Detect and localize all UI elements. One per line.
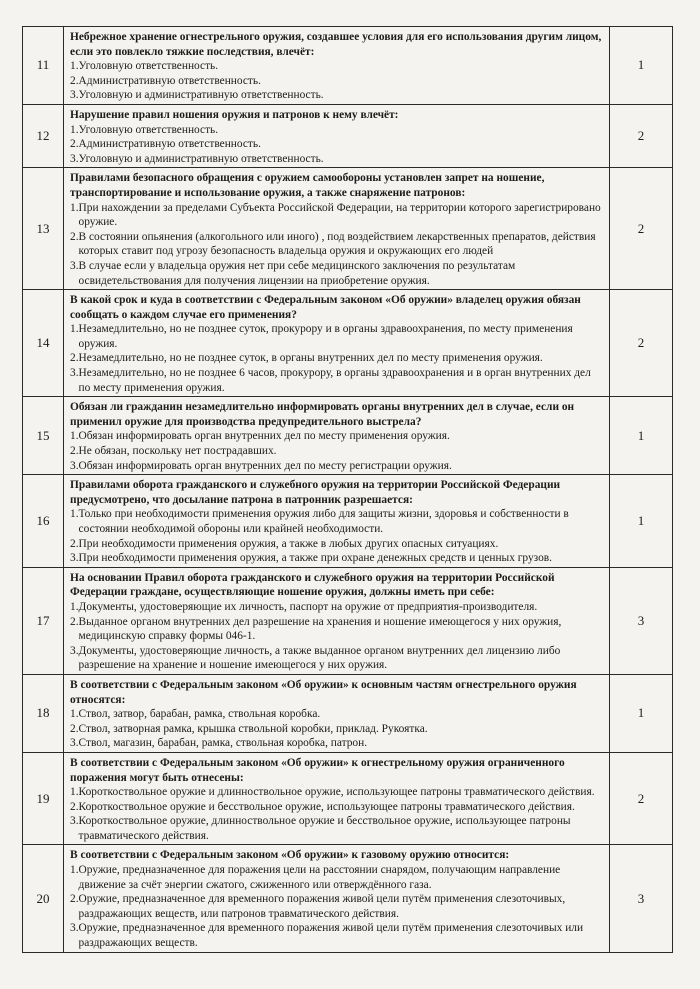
answer-option xyxy=(70,800,605,815)
option-number: 3. xyxy=(70,922,79,935)
option-text: Административную ответственность. xyxy=(78,74,261,87)
option-number: 1. xyxy=(70,430,79,443)
answer-option xyxy=(70,551,605,566)
option-number: 3. xyxy=(70,259,79,272)
answer-option xyxy=(70,722,605,737)
question-text: В соответствии с Федеральным законом «Об оружии» к основным частям огнестрельного оружия относятся: xyxy=(70,678,577,706)
option-text: Незамедлительно, но не позднее суток, в органы внутренних дел по месту применения оружия. xyxy=(78,352,543,365)
answer-option xyxy=(70,785,605,800)
option-text: Оружие, предназначенное для временного поражения живой цели путём применения слезоточивых, раздражающих веществ, или патронов травматического действия. xyxy=(78,893,566,920)
option-number: 1. xyxy=(70,123,79,136)
option-number: 1. xyxy=(70,864,79,877)
option-number: 2. xyxy=(70,352,79,365)
option-text: Обязан информировать орган внутренних дел по месту регистрации оружия. xyxy=(78,459,452,472)
correct-answer: 3 xyxy=(610,845,673,952)
correct-answer: 1 xyxy=(610,397,673,475)
question-text: Правилами безопасного обращения с оружием самообороны установлен запрет на ношение, транспортирование и использование оружия, а также снаряжение патронов: xyxy=(70,172,545,199)
correct-answer: 3 xyxy=(610,567,673,674)
option-number: 3. xyxy=(70,152,79,165)
option-number: 3. xyxy=(70,815,79,828)
question-row xyxy=(23,567,673,674)
option-number: 1. xyxy=(70,508,79,521)
question-cell xyxy=(64,674,610,752)
question-number: 18 xyxy=(23,674,64,752)
question-row xyxy=(23,168,673,290)
correct-answer: 2 xyxy=(610,104,673,167)
question-text: В соответствии с Федеральным законом «Об оружии» к огнестрельному оружия ограниченного поражения могут быть отнесены: xyxy=(70,756,565,784)
correct-answer: 1 xyxy=(610,475,673,568)
answer-option xyxy=(70,736,605,751)
option-text: Незамедлительно, но не позднее суток, прокурору и в органы здравоохранения, по месту применения оружия. xyxy=(78,323,573,350)
answer-option xyxy=(70,59,605,74)
answer-option xyxy=(70,74,605,89)
option-text: При необходимости применения оружия, а также при охране денежных средств и ценных грузов. xyxy=(78,552,553,565)
option-number: 1. xyxy=(70,323,79,336)
question-cell xyxy=(64,567,610,674)
correct-answer: 2 xyxy=(610,290,673,397)
option-text: Обязан информировать орган внутренних дел по месту применения оружия. xyxy=(78,430,450,443)
option-text: В состоянии опьянения (алкогольного или иного) , под воздействием лекарственных препаратов, действия которых ставит под угрозу безопасность владельца оружия и окружающих его людей xyxy=(78,230,596,258)
answer-option xyxy=(70,351,605,366)
question-row xyxy=(23,27,673,105)
option-text: Оружие, предназначенное для поражения цели на расстоянии снарядом, получающим направление движение за счёт энергии сжатого, сжиженного или отверждённого газа. xyxy=(78,864,561,891)
answer-option xyxy=(70,892,605,921)
option-text: Ствол, затворная рамка, крышка ствольной коробки, приклад. Рукоятка. xyxy=(78,722,428,735)
answer-option xyxy=(70,863,605,892)
option-text: Короткоствольное оружие, длинноствольное оружие и бесствольное оружие, использующее патроны травматического действия. xyxy=(78,815,571,842)
option-text: Выданное органом внутренних дел разрешение на хранения и ношение имеющегося у них оружия, медицинскую справку формы 046-1. xyxy=(78,615,562,643)
question-text: В соответствии с Федеральным законом «Об оружии» к газовому оружию относится: xyxy=(70,849,510,862)
option-text: Незамедлительно, но не позднее 6 часов, прокурору, в органы здравоохранения и в орган внутренних дел по месту применения оружия. xyxy=(78,367,591,394)
option-text: В случае если у владельца оружия нет при себе медицинского заключения по результатам освидетельствования для получения лицензии на приобретение оружия. xyxy=(78,259,516,287)
answer-option xyxy=(70,259,605,288)
answer-option xyxy=(70,537,605,552)
answer-option xyxy=(70,507,605,536)
option-text: Уголовную ответственность. xyxy=(78,60,219,73)
question-cell xyxy=(64,104,610,167)
option-text: Документы, удостоверяющие их личность, паспорт на оружие от предприятия-производителя. xyxy=(78,600,538,613)
option-number: 1. xyxy=(70,708,79,721)
option-text: Уголовную и административную ответственность. xyxy=(78,89,324,102)
answer-option xyxy=(70,201,605,230)
question-cell xyxy=(64,475,610,568)
option-number: 3. xyxy=(70,737,79,750)
question-text: Небрежное хранение огнестрельного оружия, создавшее условия для его использования другим лицом, если это повлекло тяжкие последствия, влечёт: xyxy=(70,31,602,58)
question-number: 19 xyxy=(23,752,64,845)
option-text: Короткоствольное оружие и бесствольное оружие, использующее патроны травматического действия. xyxy=(78,800,575,813)
questions-table xyxy=(22,26,673,953)
option-text: Уголовную и административную ответственность. xyxy=(78,152,324,165)
option-number: 3. xyxy=(70,552,79,565)
option-text: Ствол, магазин, барабан, рамка, ствольная коробка, патрон. xyxy=(78,737,368,750)
option-text: Короткоствольное оружие и длинноствольное оружие, использующее патроны травматического действия. xyxy=(78,786,595,799)
answer-option xyxy=(70,921,605,950)
question-text: Обязан ли гражданин незамедлительно информировать органы внутренних дел в случае, если он применил оружие для производства предупредительного выстрела? xyxy=(70,401,575,428)
option-number: 2. xyxy=(70,230,79,243)
option-text: Только при необходимости применения оружия либо для защиты жизни, здоровья и собственности в состоянии необходимой обороны или крайней необходимости. xyxy=(78,508,569,535)
correct-answer: 2 xyxy=(610,752,673,845)
question-row xyxy=(23,290,673,397)
answer-option xyxy=(70,707,605,722)
answer-option xyxy=(70,88,605,103)
option-text: Документы, удостоверяющие личность, а также выданное органом внутренних дел лицензию либо разрешение на хранение и ношение имеющегося у них оружия. xyxy=(78,644,561,672)
option-text: Ствол, затвор, барабан, рамка, ствольная коробка. xyxy=(78,708,321,721)
option-text: Уголовную ответственность. xyxy=(78,123,219,136)
option-number: 2. xyxy=(70,74,79,87)
correct-answer: 2 xyxy=(610,168,673,290)
question-cell xyxy=(64,290,610,397)
question-text: Правилами оборота гражданского и служебного оружия на территории Российской Федерации предусмотрено, что досылание патрона в патронник разрешается: xyxy=(70,479,561,506)
question-cell xyxy=(64,397,610,475)
question-cell xyxy=(64,27,610,105)
option-number: 2. xyxy=(70,893,79,906)
answer-option xyxy=(70,123,605,138)
answer-option xyxy=(70,459,605,474)
option-number: 1. xyxy=(70,786,79,799)
option-number: 1. xyxy=(70,60,79,73)
option-number: 3. xyxy=(70,89,79,102)
option-text: Не обязан, поскольку нет пострадавших. xyxy=(78,445,277,458)
option-number: 3. xyxy=(70,644,79,657)
answer-option xyxy=(70,644,605,673)
answer-option xyxy=(70,137,605,152)
question-row xyxy=(23,752,673,845)
option-number: 3. xyxy=(70,367,79,380)
question-number: 14 xyxy=(23,290,64,397)
question-number: 12 xyxy=(23,104,64,167)
answer-option xyxy=(70,429,605,444)
correct-answer: 1 xyxy=(610,674,673,752)
answer-option xyxy=(70,152,605,167)
answer-option xyxy=(70,444,605,459)
question-number: 16 xyxy=(23,475,64,568)
question-number: 11 xyxy=(23,27,64,105)
answer-option xyxy=(70,230,605,259)
question-number: 13 xyxy=(23,168,64,290)
correct-answer: 1 xyxy=(610,27,673,105)
option-text: Оружие, предназначенное для временного поражения живой цели путём применения слезоточивых или раздражающих веществ. xyxy=(78,922,584,950)
answer-option xyxy=(70,814,605,843)
question-text: Нарушение правил ношения оружия и патронов к нему влечёт: xyxy=(70,108,399,121)
option-text: При нахождении за пределами Субъекта Российской Федерации, на территории которого зарегистрировано оружие. xyxy=(78,201,601,229)
answer-option xyxy=(70,322,605,351)
option-text: Административную ответственность. xyxy=(78,138,261,151)
question-number: 17 xyxy=(23,567,64,674)
question-number: 20 xyxy=(23,845,64,952)
option-number: 1. xyxy=(70,201,79,214)
question-row xyxy=(23,845,673,952)
question-row xyxy=(23,475,673,568)
answer-option xyxy=(70,600,605,615)
question-text: В какой срок и куда в соответствии с Федеральным законом «Об оружии» владелец оружия обязан сообщать о каждом случае его применения? xyxy=(70,294,581,321)
option-number: 2. xyxy=(70,800,79,813)
question-cell xyxy=(64,752,610,845)
question-row xyxy=(23,104,673,167)
option-number: 2. xyxy=(70,537,79,550)
question-number: 15 xyxy=(23,397,64,475)
answer-option xyxy=(70,615,605,644)
option-number: 2. xyxy=(70,722,79,735)
option-number: 1. xyxy=(70,600,79,613)
option-text: При необходимости применения оружия, а также в любых других опасных ситуациях. xyxy=(78,537,499,550)
question-cell xyxy=(64,845,610,952)
questions-table-body xyxy=(23,27,673,953)
option-number: 2. xyxy=(70,138,79,151)
question-cell xyxy=(64,168,610,290)
option-number: 3. xyxy=(70,459,79,472)
answer-option xyxy=(70,366,605,395)
option-number: 2. xyxy=(70,615,79,628)
question-row xyxy=(23,397,673,475)
question-row xyxy=(23,674,673,752)
option-number: 2. xyxy=(70,445,79,458)
question-text: На основании Правил оборота гражданского и служебного оружия на территории Российской Федерации граждане, осуществляющие ношение оружия, должны иметь при себе: xyxy=(70,571,555,599)
